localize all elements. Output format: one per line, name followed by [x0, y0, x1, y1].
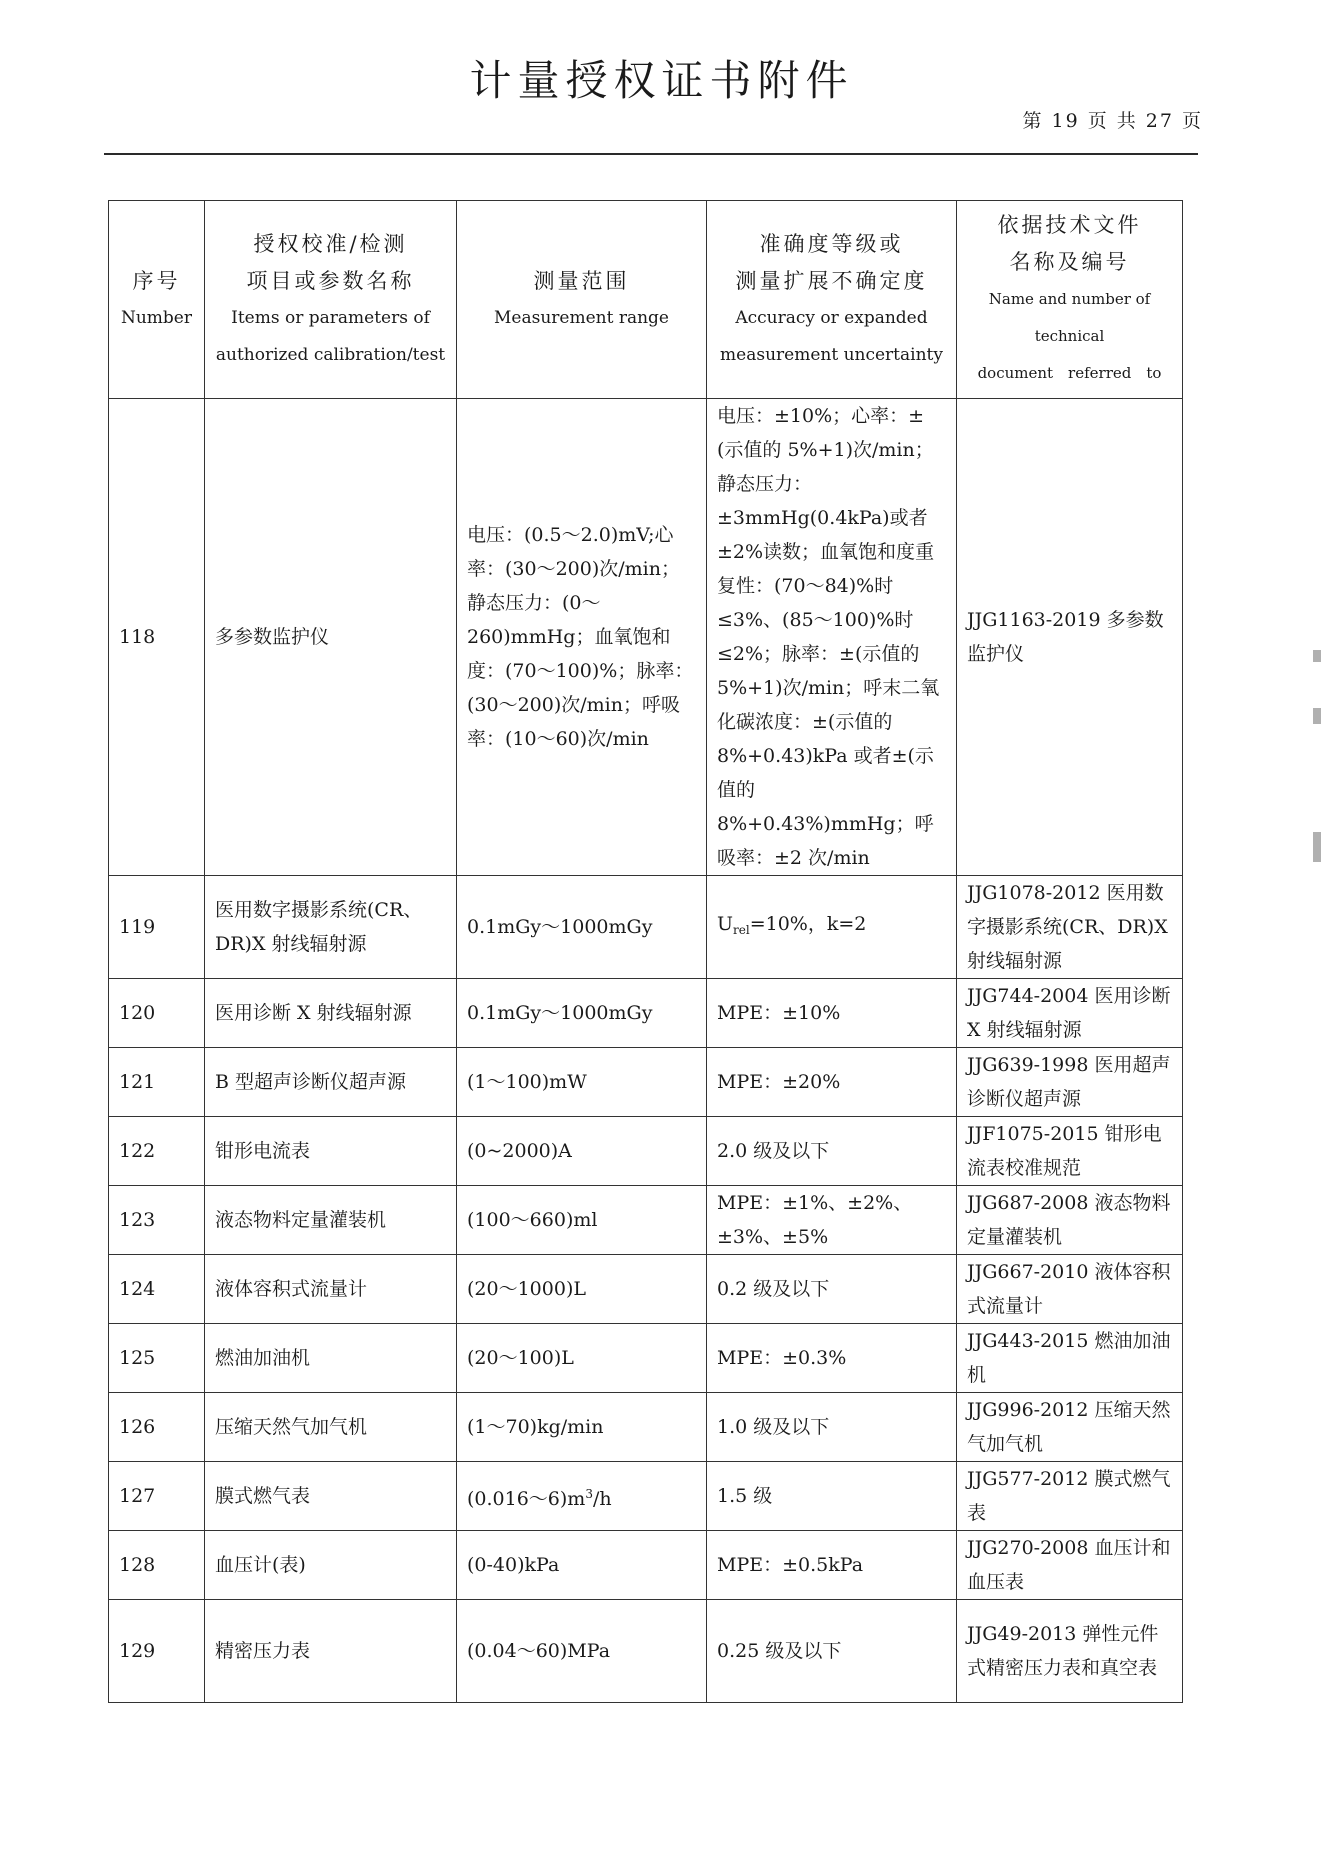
header-range-cn: 测量范围 — [533, 268, 630, 293]
header-accuracy-cn-1: 准确度等级或 — [759, 231, 904, 256]
header-item — [205, 201, 457, 399]
header-document-en-2: technical — [1034, 327, 1105, 345]
row-number: 124 — [109, 1255, 205, 1324]
row-accuracy: 2.0 级及以下 — [707, 1117, 957, 1186]
header-rule — [104, 153, 1198, 155]
row-range-superscript: 3 — [585, 1486, 593, 1501]
header-document-en-1: Name and number of — [988, 290, 1151, 308]
header-item-en-1: Items or parameters of — [231, 307, 430, 328]
row-item: 钳形电流表 — [205, 1117, 457, 1186]
header-accuracy — [707, 201, 957, 399]
row-range-prefix: (0.016～6)m — [467, 1487, 586, 1510]
row-range: (0~2000)A — [457, 1117, 707, 1186]
header-document-en-3: document referred to — [977, 364, 1162, 382]
row-document: JJG577-2012 膜式燃气表 — [957, 1462, 1183, 1531]
row-document: JJG49-2013 弹性元件式精密压力表和真空表 — [957, 1600, 1183, 1703]
table-row — [109, 1600, 1183, 1703]
header-document-cn-2: 名称及编号 — [1009, 250, 1130, 274]
row-item: 燃油加油机 — [205, 1324, 457, 1393]
row-number: 119 — [109, 876, 205, 979]
table-row — [109, 1048, 1183, 1117]
row-accuracy: MPE：±20% — [707, 1048, 957, 1117]
header-range-en: Measurement range — [494, 307, 669, 328]
table-row — [109, 399, 1183, 876]
row-document: JJG687-2008 液态物料定量灌装机 — [957, 1186, 1183, 1255]
header-item-en-2: authorized calibration/test — [215, 344, 446, 365]
row-item: B 型超声诊断仪超声源 — [205, 1048, 457, 1117]
row-range-suffix: /h — [592, 1487, 612, 1510]
row-number: 122 — [109, 1117, 205, 1186]
row-document: JJG667-2010 液体容积式流量计 — [957, 1255, 1183, 1324]
row-document: JJG1078-2012 医用数字摄影系统(CR、DR)X 射线辐射源 — [957, 876, 1183, 979]
row-accuracy: 0.25 级及以下 — [707, 1600, 957, 1703]
row-number: 129 — [109, 1600, 205, 1703]
row-range — [457, 1462, 707, 1531]
row-accuracy — [707, 876, 957, 979]
table-header-row — [109, 201, 1183, 399]
row-accuracy: 电压：±10%；心率：±(示值的 5%+1)次/min；静态压力：±3mmHg(0.4kPa)或者±2%读数；血氧饱和度重复性：(70～84)%时≤3%、(85～100)%时≤2%；脉率：±(示值的 5%+1)次/min；呼末二氧化碳浓度：±(示值的 8%+0.43)kPa 或者±(示值的 8%+0.43%)mmHg；呼吸率：±2 次/min — [707, 399, 957, 876]
row-accuracy: MPE：±1%、±2%、±3%、±5% — [707, 1186, 957, 1255]
row-number: 128 — [109, 1531, 205, 1600]
row-range: (20～1000)L — [457, 1255, 707, 1324]
scan-margin-mark — [1313, 650, 1321, 662]
header-accuracy-en-1: Accuracy or expanded — [735, 307, 928, 328]
row-item: 多参数监护仪 — [205, 399, 457, 876]
header-item-cn-1: 授权校准/检测 — [253, 231, 408, 256]
row-document: JJG1163-2019 多参数监护仪 — [957, 399, 1183, 876]
header-number — [109, 201, 205, 399]
page-number: 第 19 页 共 27 页 — [1022, 110, 1203, 132]
row-number: 123 — [109, 1186, 205, 1255]
table-row — [109, 1117, 1183, 1186]
row-number: 125 — [109, 1324, 205, 1393]
row-item: 精密压力表 — [205, 1600, 457, 1703]
row-range: 0.1mGy～1000mGy — [457, 979, 707, 1048]
row-document: JJG443-2015 燃油加油机 — [957, 1324, 1183, 1393]
row-range: 0.1mGy～1000mGy — [457, 876, 707, 979]
table-row — [109, 1255, 1183, 1324]
row-item: 医用诊断 X 射线辐射源 — [205, 979, 457, 1048]
row-item: 压缩天然气加气机 — [205, 1393, 457, 1462]
row-number: 126 — [109, 1393, 205, 1462]
row-accuracy-subscript: rel — [733, 923, 750, 937]
row-item: 血压计(表) — [205, 1531, 457, 1600]
row-number: 127 — [109, 1462, 205, 1531]
row-number: 121 — [109, 1048, 205, 1117]
scan-margin-mark — [1313, 832, 1321, 862]
header-item-cn-2: 项目或参数名称 — [246, 268, 415, 293]
header-accuracy-cn-2: 测量扩展不确定度 — [735, 268, 928, 293]
row-accuracy-prefix: U — [717, 913, 734, 935]
authorization-table — [108, 200, 1183, 1703]
row-accuracy: 1.0 级及以下 — [707, 1393, 957, 1462]
row-item: 膜式燃气表 — [205, 1462, 457, 1531]
row-range: (20～100)L — [457, 1324, 707, 1393]
page-title: 计量授权证书附件 — [469, 56, 854, 105]
row-accuracy: 0.2 级及以下 — [707, 1255, 957, 1324]
row-accuracy: MPE：±10% — [707, 979, 957, 1048]
table-row — [109, 1531, 1183, 1600]
row-accuracy: 1.5 级 — [707, 1462, 957, 1531]
row-document: JJG996-2012 压缩天然气加气机 — [957, 1393, 1183, 1462]
header-document-cn-1: 依据技术文件 — [997, 213, 1142, 237]
row-accuracy: MPE：±0.3% — [707, 1324, 957, 1393]
row-item: 医用数字摄影系统(CR、DR)X 射线辐射源 — [205, 876, 457, 979]
header-accuracy-en-2: measurement uncertainty — [720, 344, 943, 365]
row-number: 120 — [109, 979, 205, 1048]
table-row — [109, 1324, 1183, 1393]
table-row — [109, 876, 1183, 979]
row-range: (1～100)mW — [457, 1048, 707, 1117]
row-range: 电压：(0.5～2.0)mV;心率：(30～200)次/min；静态压力：(0～260)mmHg；血氧饱和度：(70～100)%；脉率：(30～200)次/min；呼吸率：(10～60)次/min — [457, 399, 707, 876]
scan-margin-mark — [1313, 708, 1321, 724]
table-row — [109, 979, 1183, 1048]
table-row — [109, 1462, 1183, 1531]
row-range: (0-40)kPa — [457, 1531, 707, 1600]
row-document: JJG639-1998 医用超声诊断仪超声源 — [957, 1048, 1183, 1117]
header-document — [957, 201, 1183, 399]
row-document: JJG270-2008 血压计和血压表 — [957, 1531, 1183, 1600]
header-number-cn: 序号 — [132, 268, 181, 293]
row-document: JJG744-2004 医用诊断 X 射线辐射源 — [957, 979, 1183, 1048]
row-range: (0.04～60)MPa — [457, 1600, 707, 1703]
row-range: (1～70)kg/min — [457, 1393, 707, 1462]
row-number: 118 — [109, 399, 205, 876]
row-accuracy: MPE：±0.5kPa — [707, 1531, 957, 1600]
header-range — [457, 201, 707, 399]
table-row — [109, 1393, 1183, 1462]
row-document: JJF1075-2015 钳形电流表校准规范 — [957, 1117, 1183, 1186]
row-item: 液态物料定量灌装机 — [205, 1186, 457, 1255]
row-item: 液体容积式流量计 — [205, 1255, 457, 1324]
row-range: (100～660)ml — [457, 1186, 707, 1255]
header-number-en: Number — [120, 307, 192, 328]
row-accuracy-suffix: =10%，k=2 — [749, 913, 867, 935]
table-row — [109, 1186, 1183, 1255]
